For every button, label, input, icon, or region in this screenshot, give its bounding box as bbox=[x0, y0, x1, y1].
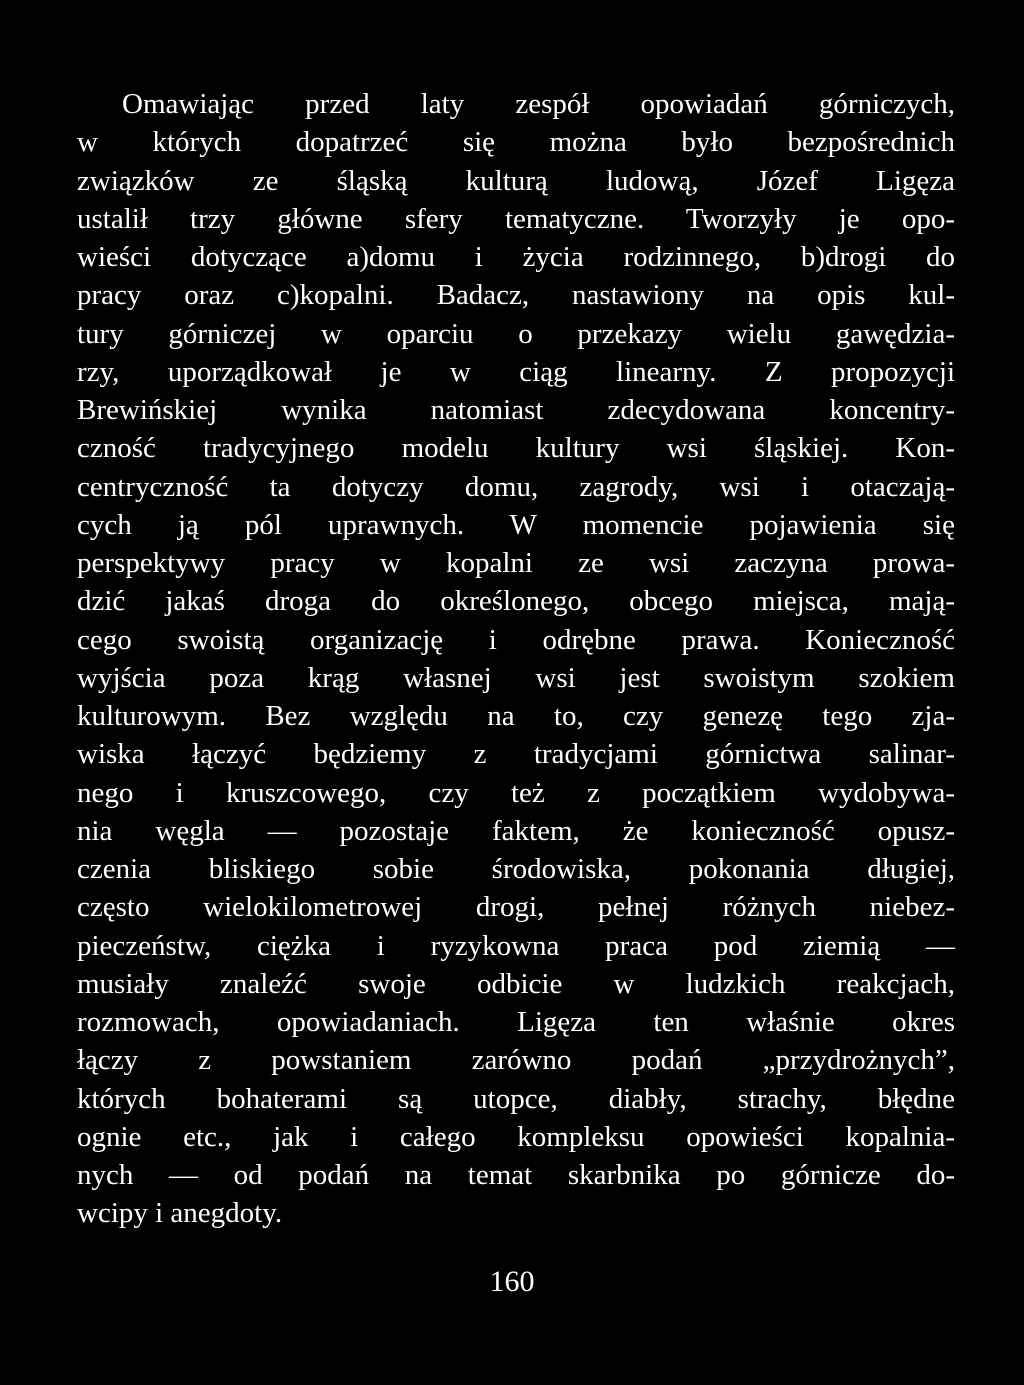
paragraph-line: rozmowach, opowiadaniach. Ligęza ten właśnie okres bbox=[77, 1006, 955, 1038]
paragraph-line: czenia bliskiego sobie środowiska, pokonania długiej, bbox=[77, 853, 955, 885]
paragraph-line: wyjścia poza krąg własnej wsi jest swoistym szokiem bbox=[77, 661, 955, 694]
paragraph-line: tury górniczej w oparciu o przekazy wielu gawędzia- bbox=[77, 317, 955, 350]
paragraph-line: musiały znaleźć swoje odbicie w ludzkich reakcjach, bbox=[77, 967, 955, 1000]
paragraph-line: nego i kruszcowego, czy też z początkiem wydobywa- bbox=[77, 776, 955, 809]
paragraph-line: dzić jakaś droga do określonego, obcego miejsca, mają- bbox=[77, 585, 955, 618]
paragraph-line: pracy oraz c)kopalni. Badacz, nastawiony na opis kul- bbox=[77, 279, 955, 312]
paragraph-line: wiska łączyć będziemy z tradycjami górnictwa salinar- bbox=[77, 738, 955, 771]
paragraph-line: wcipy i anegdoty. bbox=[77, 1197, 283, 1230]
paragraph-line: kulturowym. Bez względu na to, czy genezę tego zja- bbox=[77, 700, 955, 732]
paragraph-line: w których dopatrzeć się można było bezpośrednich bbox=[77, 126, 955, 159]
body-paragraph bbox=[77, 85, 955, 1233]
paragraph-line: często wielokilometrowej drogi, pełnej różnych niebez- bbox=[77, 891, 955, 924]
paragraph-line: centryczność ta dotyczy domu, zagrody, wsi i otaczają- bbox=[77, 470, 955, 503]
paragraph-line: cych ją pól uprawnych. W momencie pojawienia się bbox=[77, 508, 955, 541]
paragraph-line: wieści dotyczące a)domu i życia rodzinnego, b)drogi do bbox=[77, 241, 955, 273]
paragraph-line: rzy, uporządkował je w ciąg linearny. Z propozycji bbox=[77, 355, 955, 388]
paragraph-line: ustalił trzy główne sfery tematyczne. Tworzyły je opo- bbox=[77, 202, 955, 235]
paragraph-line: związków ze śląską kulturą ludową, Józef Ligęza bbox=[77, 164, 955, 197]
paragraph-line: cego swoistą organizację i odrębne prawa. Konieczność bbox=[77, 623, 955, 656]
paragraph-line: perspektywy pracy w kopalni ze wsi zaczyna prowa- bbox=[77, 547, 955, 579]
paragraph-line: nia węgla — pozostaje faktem, że konieczność opusz- bbox=[77, 814, 955, 847]
paragraph-line: łączy z powstaniem zarówno podań „przydrożnych”, bbox=[77, 1044, 955, 1077]
paragraph-line: nych — od podań na temat skarbnika po górnicze do- bbox=[77, 1159, 955, 1191]
page-number: 160 bbox=[489, 1265, 535, 1298]
paragraph-line: Brewińskiej wynika natomiast zdecydowana koncentry- bbox=[77, 394, 955, 426]
paragraph-line: ognie etc., jak i całego kompleksu opowieści kopalnia- bbox=[77, 1120, 955, 1153]
paragraph-line: których bohaterami są utopce, diabły, strachy, błędne bbox=[77, 1082, 955, 1115]
paragraph-line: Omawiając przed laty zespół opowiadań górniczych, bbox=[122, 88, 955, 120]
paragraph-line: pieczeństw, ciężka i ryzykowna praca pod ziemią — bbox=[77, 929, 955, 962]
paragraph-line: czność tradycyjnego modelu kultury wsi śląskiej. Kon- bbox=[77, 432, 955, 465]
